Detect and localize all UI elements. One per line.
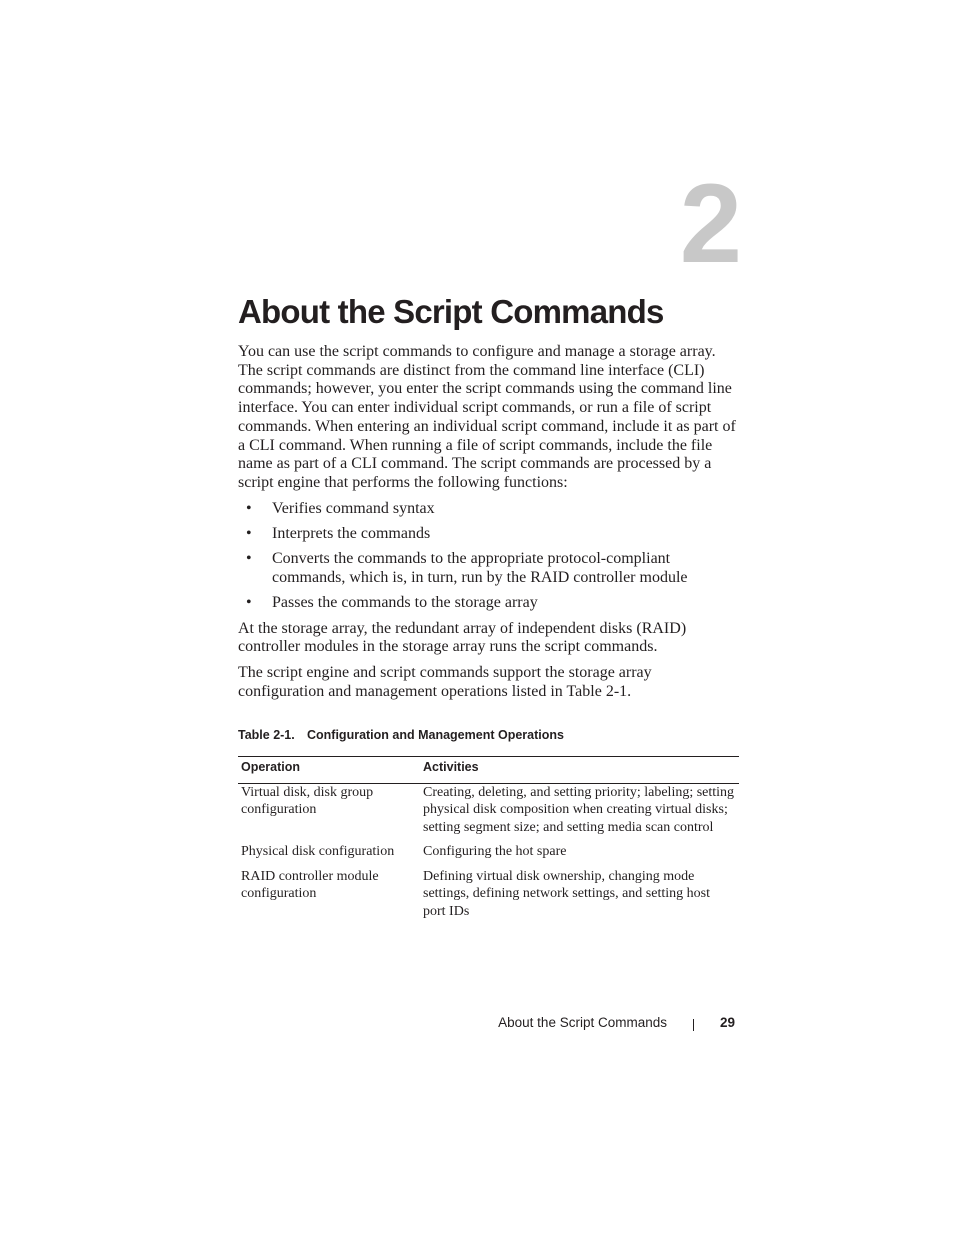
bullet-icon: •	[246, 550, 252, 568]
table-caption-title: Configuration and Management Operations	[307, 728, 564, 743]
column-header-activities: Activities	[420, 757, 739, 784]
table-row	[238, 867, 739, 927]
table-row	[238, 842, 739, 867]
bullet-icon: •	[246, 524, 252, 542]
operations-table	[238, 756, 739, 926]
page-number: 29	[719, 1015, 735, 1030]
paragraph-raid: At the storage array, the redundant array of independent disks (RAID) controller modules in the storage array runs the script commands.	[238, 619, 687, 656]
table-caption-number: Table 2-1.	[238, 728, 295, 743]
bullet-icon: •	[246, 593, 252, 611]
table-row	[238, 783, 739, 842]
intro-paragraph: You can use the script commands to configure and manage a storage array. The script commands are distinct from the command line interface (CLI) commands; however, you enter the script commands using the command line interface. You can enter individual script commands, or run a file of script commands. When entering an individual script command, include it as part of a CLI command. When running a file of script commands, include the file name as part of a CLI command. The script commands are processed by a script engine that performs the following functions:	[238, 343, 736, 491]
list-item	[238, 550, 738, 587]
list-item-text: Converts the commands to the appropriate protocol-compliant commands, which is, in turn, run by the RAID controller module	[272, 550, 688, 586]
bullet-icon: •	[246, 499, 252, 517]
chapter-title: About the Script Commands	[238, 293, 664, 330]
function-list	[238, 500, 738, 613]
table-cell-activities: Defining virtual disk ownership, changing mode settings, defining network settings, and setting host port IDs	[423, 868, 710, 919]
table-cell-operation: Virtual disk, disk group configuration	[241, 784, 374, 818]
list-item	[238, 594, 738, 613]
footer-title: About the Script Commands	[498, 1015, 667, 1030]
list-item	[238, 525, 738, 544]
table-caption	[238, 726, 738, 745]
column-header-operation: Operation	[238, 757, 420, 784]
list-item	[238, 500, 738, 519]
list-item-text: Interprets the commands	[272, 524, 431, 542]
table-cell-activities: Creating, deleting, and setting priority; labeling; setting physical disk composition when creating virtual disks; setting segment size; and setting media scan control	[423, 784, 735, 835]
chapter-number: 2	[679, 161, 740, 286]
footer-separator	[693, 1019, 694, 1031]
paragraph-table-intro: The script engine and script commands support the storage array configuration and management operations listed in Table 2-1.	[238, 664, 652, 700]
page-content	[238, 343, 738, 926]
table-header-row	[238, 757, 739, 784]
list-item-text: Verifies command syntax	[272, 499, 435, 517]
table-cell-activities: Configuring the hot spare	[423, 844, 567, 860]
table-cell-operation: RAID controller module configuration	[241, 868, 379, 902]
list-item-text: Passes the commands to the storage array	[272, 593, 538, 611]
table-cell-operation: Physical disk configuration	[241, 844, 395, 860]
